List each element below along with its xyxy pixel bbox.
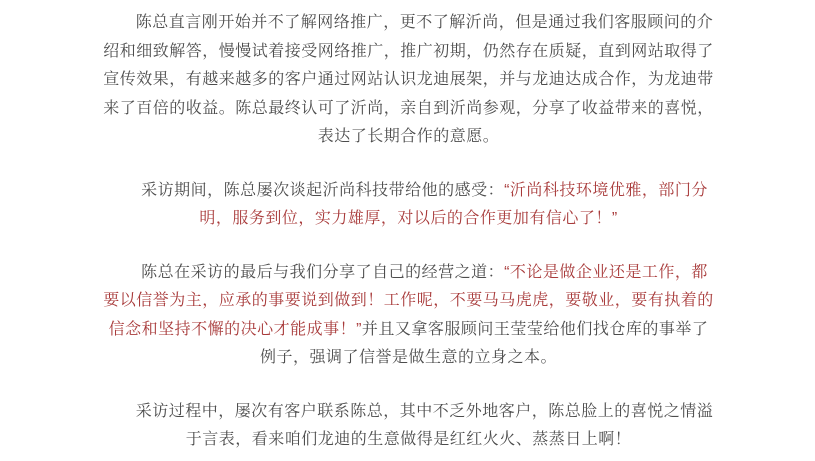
paragraph-2 [102, 177, 715, 234]
text-segment: 陈总在采访的最后与我们分享了自己的经营之道： [141, 263, 505, 281]
paragraph-3 [102, 259, 715, 373]
paragraph-4 [102, 398, 715, 455]
text-segment: 采访过程中，屡次有客户联系陈总，其中不乏外地客户，陈总脸上的喜悦之情溢于言表，看来咱们龙迪的生意做得是红红火火、蒸蒸日上啊！ [135, 402, 714, 448]
text-segment: 并且又拿客服顾问王莹莹给他们找仓库的事举了例子，强调了信誉是做生意的立身之本。 [259, 320, 709, 366]
text-segment: 采访期间，陈总屡次谈起沂尚科技带给他的感受： [141, 181, 505, 199]
quote-segment: “沂尚科技环境优雅，部门分明，服务到位，实力雄厚，对以后的合作更加有信心了！” [199, 181, 708, 227]
quote-segment: “不论是做企业还是工作，都要以信誉为主，应承的事要说到做到！工作呢，不要马马虎虎，要敬业，要有执着的信念和坚持不懈的决心才能成事！” [103, 263, 714, 338]
paragraph-1 [102, 9, 715, 152]
text-segment: 陈总直言刚开始并不了解网络推广，更不了解沂尚，但是通过我们客服顾问的介绍和细致解答，慢慢试着接受网络推广，推广初期，仍然存在质疑，直到网站取得了宣传效果，有越来越多的客户通过网站认识龙迪展架，并与龙迪达成合作，为龙迪带来了百倍的收益。陈总最终认可了沂尚，亲自到沂尚参观，分享了收益带来的喜悦，表达了长期合作的意愿。 [103, 14, 714, 145]
